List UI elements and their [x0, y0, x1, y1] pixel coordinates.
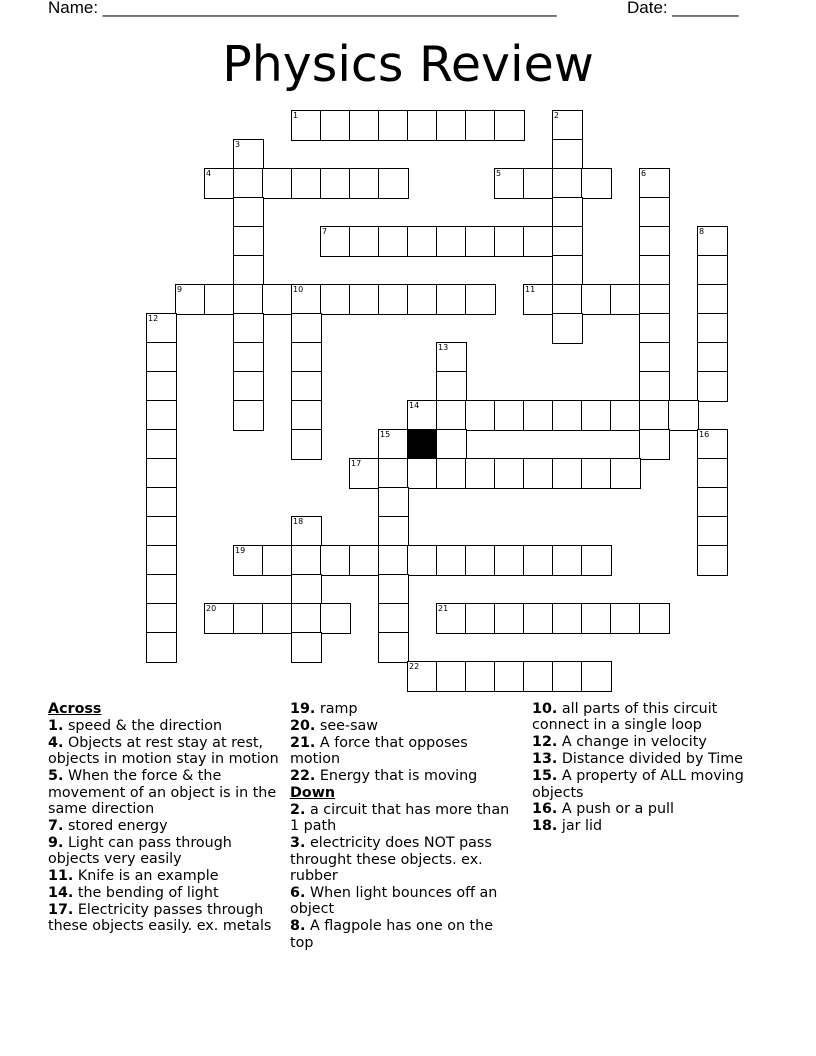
clue-number: 12 [148, 314, 159, 323]
clue-item [48, 735, 280, 768]
name-field[interactable]: Name: ________________________________________________ [48, 0, 557, 17]
answer-cell[interactable] [233, 603, 264, 634]
answer-cell[interactable] [523, 545, 554, 576]
clue-number-label: 7. [48, 817, 64, 834]
answer-cell[interactable] [378, 603, 409, 634]
clue-number: 14 [409, 401, 420, 410]
clue-item [290, 701, 510, 717]
answer-cell[interactable] [407, 284, 438, 315]
clue-number-label: 12. [532, 734, 558, 751]
answer-cell[interactable] [697, 371, 728, 402]
answer-cell[interactable] [320, 545, 351, 576]
clue-number-label: 3. [290, 835, 306, 852]
clue-number-label: 9. [48, 834, 64, 851]
answer-cell[interactable] [146, 371, 177, 402]
clue-text: A flagpole has one on the top [290, 918, 494, 951]
clue-item [290, 918, 510, 951]
answer-cell[interactable] [233, 284, 264, 315]
answer-cell[interactable] [320, 168, 351, 199]
answer-cell[interactable] [233, 400, 264, 431]
answer-cell[interactable] [697, 313, 728, 344]
answer-cell[interactable] [639, 603, 670, 634]
answer-cell[interactable] [407, 545, 438, 576]
answer-cell[interactable] [378, 632, 409, 663]
answer-cell[interactable] [291, 168, 322, 199]
answer-cell[interactable] [610, 284, 641, 315]
answer-cell[interactable] [233, 313, 264, 344]
clue-item [290, 835, 510, 884]
clue-text: A change in velocity [561, 734, 707, 751]
answer-cell[interactable] [233, 342, 264, 373]
answer-cell[interactable] [610, 458, 641, 489]
answer-cell[interactable] [291, 400, 322, 431]
answer-cell[interactable] [581, 400, 612, 431]
answer-cell[interactable] [523, 226, 554, 257]
answer-cell[interactable] [523, 458, 554, 489]
clue-number: 11 [525, 285, 536, 294]
clue-number-label: 1. [48, 717, 64, 734]
answer-cell[interactable] [407, 110, 438, 141]
answer-cell[interactable] [581, 545, 612, 576]
answer-cell[interactable] [378, 516, 409, 547]
clue-item [48, 868, 280, 884]
clue-number: 20 [206, 604, 217, 613]
answer-cell[interactable] [436, 371, 467, 402]
clue-item [532, 734, 772, 750]
clue-number: 17 [351, 459, 362, 468]
clue-number: 1 [293, 111, 299, 120]
clue-number-label: 19. [290, 701, 316, 717]
clue-number-label: 2. [290, 801, 306, 818]
answer-cell[interactable] [291, 545, 322, 576]
answer-cell[interactable] [552, 603, 583, 634]
answer-cell[interactable] [639, 284, 670, 315]
answer-cell[interactable] [581, 168, 612, 199]
answer-cell[interactable] [465, 110, 496, 141]
answer-cell[interactable] [349, 168, 380, 199]
answer-cell[interactable] [465, 603, 496, 634]
clue-number: 22 [409, 662, 420, 671]
answer-cell[interactable] [436, 226, 467, 257]
answer-cell[interactable] [697, 487, 728, 518]
answer-cell[interactable] [407, 226, 438, 257]
clue-item [48, 885, 280, 901]
clue-text: Light can pass through objects very easily [48, 834, 232, 868]
clue-number-label: 17. [48, 901, 74, 918]
clue-item [48, 835, 280, 868]
clue-number-label: 18. [532, 818, 558, 835]
answer-cell[interactable] [494, 226, 525, 257]
answer-cell[interactable] [436, 284, 467, 315]
answer-cell[interactable] [291, 603, 322, 634]
answer-cell[interactable] [610, 603, 641, 634]
answer-cell[interactable] [204, 284, 235, 315]
clue-item [532, 701, 772, 734]
answer-cell[interactable] [349, 545, 380, 576]
answer-cell[interactable] [610, 400, 641, 431]
answer-cell[interactable] [378, 284, 409, 315]
clue-text: When the force & the movement of an object is in the same direction [48, 768, 277, 817]
answer-cell[interactable] [146, 429, 177, 460]
clue-text: jar lid [561, 818, 603, 835]
clue-item [532, 768, 772, 801]
clue-text: all parts of this circuit connect in a single loop [532, 701, 718, 734]
answer-cell[interactable] [146, 545, 177, 576]
answer-cell[interactable] [146, 342, 177, 373]
clue-item [48, 768, 280, 817]
clue-number-label: 14. [48, 884, 74, 901]
clue-number: 15 [380, 430, 391, 439]
clue-column-1 [48, 701, 280, 935]
clue-text: a circuit that has more than 1 path [290, 801, 510, 835]
answer-cell[interactable] [523, 661, 554, 692]
answer-cell[interactable] [378, 168, 409, 199]
answer-cell[interactable] [378, 574, 409, 605]
answer-cell[interactable] [581, 284, 612, 315]
answer-cell[interactable] [697, 255, 728, 286]
answer-cell[interactable] [581, 661, 612, 692]
clue-item [532, 801, 772, 817]
answer-cell[interactable] [465, 226, 496, 257]
answer-cell[interactable] [552, 458, 583, 489]
answer-cell[interactable] [436, 661, 467, 692]
answer-cell[interactable] [639, 342, 670, 373]
answer-cell[interactable] [320, 110, 351, 141]
answer-cell[interactable] [523, 168, 554, 199]
answer-cell[interactable] [233, 371, 264, 402]
clue-item [290, 735, 510, 768]
answer-cell[interactable] [349, 226, 380, 257]
answer-cell[interactable] [291, 342, 322, 373]
clue-number: 18 [293, 517, 304, 526]
clue-number-label: 10. [532, 701, 558, 717]
answer-cell[interactable] [436, 110, 467, 141]
clue-number: 2 [554, 111, 560, 120]
clue-number: 8 [699, 227, 705, 236]
answer-cell[interactable] [465, 661, 496, 692]
clue-number-label: 22. [290, 768, 316, 785]
clue-number-label: 6. [290, 884, 306, 901]
answer-cell[interactable] [378, 226, 409, 257]
answer-cell[interactable] [552, 197, 583, 228]
date-field[interactable]: Date: _______ [627, 0, 739, 17]
answer-cell[interactable] [552, 400, 583, 431]
clue-number-label: 20. [290, 717, 316, 734]
clue-text: stored energy [67, 817, 168, 834]
clue-number-label: 15. [532, 768, 558, 785]
clue-number: 13 [438, 343, 449, 352]
answer-cell[interactable] [146, 632, 177, 663]
answer-cell[interactable] [291, 574, 322, 605]
answer-cell[interactable] [465, 284, 496, 315]
answer-cell[interactable] [465, 545, 496, 576]
answer-cell[interactable] [639, 226, 670, 257]
answer-cell[interactable] [233, 197, 264, 228]
answer-cell[interactable] [494, 110, 525, 141]
page-title: Physics Review [222, 36, 594, 93]
clue-number: 4 [206, 169, 212, 178]
answer-cell[interactable] [146, 574, 177, 605]
answer-cell[interactable] [436, 458, 467, 489]
answer-cell[interactable] [697, 545, 728, 576]
clue-text: A property of ALL moving objects [532, 768, 744, 801]
answer-cell[interactable] [639, 255, 670, 286]
answer-cell[interactable] [436, 400, 467, 431]
clue-section-heading: Down [290, 785, 336, 802]
answer-cell[interactable] [639, 400, 670, 431]
clue-text: see-saw [319, 717, 378, 734]
answer-cell[interactable] [697, 342, 728, 373]
clue-number-label: 13. [532, 751, 558, 768]
clue-item [290, 718, 510, 734]
answer-cell[interactable] [581, 458, 612, 489]
answer-cell[interactable] [697, 284, 728, 315]
answer-cell[interactable] [465, 400, 496, 431]
clue-number: 3 [235, 140, 241, 149]
answer-cell[interactable] [494, 603, 525, 634]
answer-cell[interactable] [262, 545, 293, 576]
answer-cell[interactable] [378, 487, 409, 518]
answer-cell[interactable] [523, 400, 554, 431]
answer-cell[interactable] [639, 313, 670, 344]
answer-cell[interactable] [378, 545, 409, 576]
answer-cell[interactable] [233, 226, 264, 257]
answer-cell[interactable] [262, 284, 293, 315]
clue-number-label: 5. [48, 768, 64, 785]
answer-cell[interactable] [552, 255, 583, 286]
clue-text: Distance divided by Time [561, 751, 743, 768]
answer-cell[interactable] [349, 110, 380, 141]
clue-item [290, 802, 510, 835]
clue-number: 9 [177, 285, 183, 294]
answer-cell[interactable] [349, 284, 380, 315]
answer-cell[interactable] [523, 603, 554, 634]
answer-cell[interactable] [494, 545, 525, 576]
clue-number: 10 [293, 285, 304, 294]
answer-cell[interactable] [494, 661, 525, 692]
answer-cell[interactable] [378, 110, 409, 141]
blocked-cell [407, 429, 438, 460]
clue-number-label: 8. [290, 918, 306, 935]
clue-text: ramp [319, 701, 358, 717]
clue-number: 21 [438, 604, 449, 613]
clue-number: 6 [641, 169, 647, 178]
answer-cell[interactable] [320, 603, 351, 634]
clue-text: speed & the direction [67, 717, 223, 734]
clue-number-label: 11. [48, 868, 74, 885]
answer-cell[interactable] [494, 400, 525, 431]
answer-cell[interactable] [552, 661, 583, 692]
clue-text: When light bounces off an object [290, 884, 498, 918]
clue-item [532, 818, 772, 834]
answer-cell[interactable] [552, 313, 583, 344]
answer-cell[interactable] [552, 139, 583, 170]
clue-number: 19 [235, 546, 246, 555]
answer-cell[interactable] [378, 458, 409, 489]
answer-cell[interactable] [146, 603, 177, 634]
clue-number-label: 4. [48, 734, 64, 751]
answer-cell[interactable] [262, 603, 293, 634]
clue-number-label: 21. [290, 734, 316, 751]
answer-cell[interactable] [552, 284, 583, 315]
answer-cell[interactable] [697, 516, 728, 547]
answer-cell[interactable] [436, 545, 467, 576]
clue-text: Objects at rest stay at rest, objects in motion stay in motion [48, 734, 279, 768]
answer-cell[interactable] [291, 632, 322, 663]
answer-cell[interactable] [146, 400, 177, 431]
answer-cell[interactable] [291, 313, 322, 344]
answer-cell[interactable] [494, 458, 525, 489]
answer-cell[interactable] [291, 429, 322, 460]
clue-number-label: 16. [532, 801, 558, 818]
clue-item [290, 885, 510, 918]
answer-cell[interactable] [639, 429, 670, 460]
clue-text: A force that opposes motion [290, 734, 468, 768]
clue-number: 7 [322, 227, 328, 236]
clue-column-3 [532, 701, 772, 835]
answer-cell[interactable] [436, 429, 467, 460]
clue-item [48, 718, 280, 734]
answer-cell[interactable] [581, 603, 612, 634]
clue-item [48, 818, 280, 834]
clue-text: Electricity passes through these objects easily. ex. metals [48, 901, 272, 935]
answer-cell[interactable] [291, 371, 322, 402]
answer-cell[interactable] [262, 168, 293, 199]
clue-text: A push or a pull [561, 801, 674, 818]
answer-cell[interactable] [146, 516, 177, 547]
clue-item [48, 902, 280, 935]
answer-cell[interactable] [639, 371, 670, 402]
clue-number: 16 [699, 430, 710, 439]
answer-cell[interactable] [146, 458, 177, 489]
clue-item [290, 768, 510, 784]
answer-cell[interactable] [146, 487, 177, 518]
answer-cell[interactable] [320, 284, 351, 315]
clue-section-heading: Across [48, 701, 102, 717]
clue-number: 5 [496, 169, 502, 178]
clue-text: Energy that is moving [319, 768, 478, 785]
answer-cell[interactable] [465, 458, 496, 489]
answer-cell[interactable] [407, 458, 438, 489]
answer-cell[interactable] [233, 255, 264, 286]
clue-column-2 [290, 701, 510, 952]
answer-cell[interactable] [552, 226, 583, 257]
answer-cell[interactable] [552, 545, 583, 576]
clue-item [532, 751, 772, 767]
answer-cell[interactable] [233, 168, 264, 199]
clue-text: the bending of light [77, 884, 219, 901]
answer-cell[interactable] [697, 458, 728, 489]
answer-cell[interactable] [668, 400, 699, 431]
answer-cell[interactable] [639, 197, 670, 228]
clue-text: electricity does NOT pass throught these objects. ex. rubber [290, 835, 492, 885]
clue-text: Knife is an example [77, 868, 219, 885]
answer-cell[interactable] [552, 168, 583, 199]
